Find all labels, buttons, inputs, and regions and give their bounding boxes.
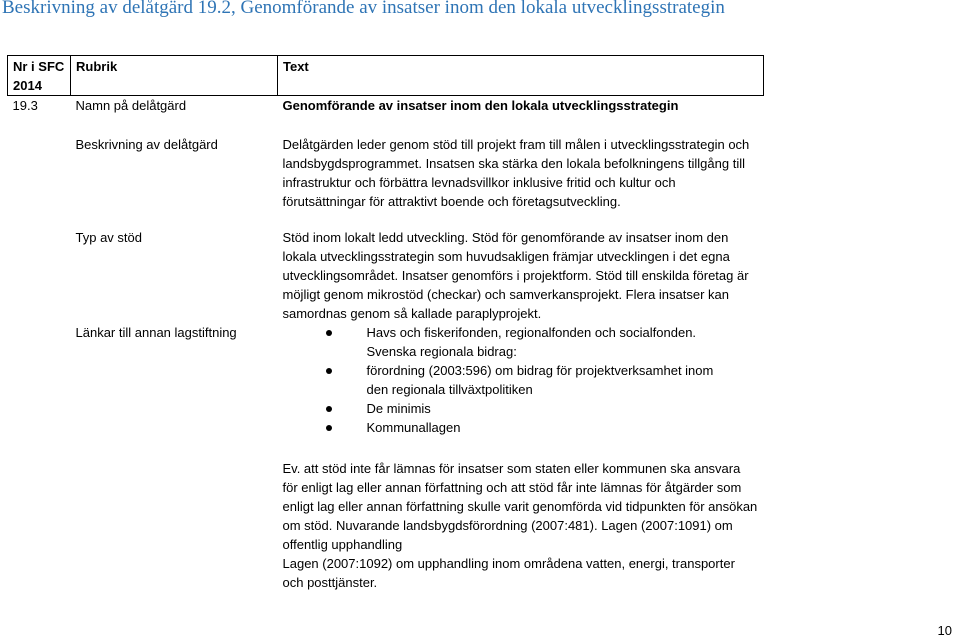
- cell-text: Genomförande av insatser inom den lokala utvecklingsstrategin: [282, 98, 679, 113]
- bullet-icon: [326, 368, 332, 374]
- list-item-label: Havs och fiskerifonden, regionalfonden och socialfonden.: [366, 325, 697, 340]
- table-row: [8, 323, 764, 592]
- cell-rubrik: Namn på delåtgärd: [75, 98, 187, 113]
- cell-nr: [8, 323, 71, 592]
- table-row: [8, 115, 764, 218]
- list-item: [283, 361, 759, 380]
- cell-rubrik: Typ av stöd: [75, 230, 142, 245]
- bullet-icon: [326, 330, 332, 336]
- cell-nr: 19.3: [12, 98, 38, 113]
- list-item-continuation: [283, 342, 759, 361]
- cell-nr: [8, 218, 71, 323]
- legislation-list: [283, 323, 759, 437]
- list-item-label: den regionala tillväxtpolitiken: [366, 382, 533, 397]
- table-row: [8, 218, 764, 323]
- header-nr: Nr i SFC 2014: [8, 56, 71, 96]
- cell-rubrik: Länkar till annan lagstiftning: [75, 325, 237, 340]
- list-item: [283, 323, 759, 342]
- cell-text: [278, 323, 764, 592]
- bullet-icon: [326, 425, 332, 431]
- sfc-table: [7, 55, 764, 592]
- list-item: [283, 418, 759, 437]
- list-item-label: Kommunallagen: [366, 420, 461, 435]
- bullet-icon: [326, 406, 332, 412]
- list-item-continuation: [283, 380, 759, 399]
- header-text: Text: [278, 56, 764, 96]
- page-heading: Beskrivning av delåtgärd 19.2, Genomförande av insatser inom den lokala utvecklingsstrategin: [2, 0, 725, 18]
- legislation-note: [283, 459, 759, 592]
- page-number: 10: [937, 623, 952, 638]
- header-rubrik: Rubrik: [71, 56, 278, 96]
- cell-rubrik: Beskrivning av delåtgärd: [75, 137, 218, 152]
- cell-text: Stöd inom lokalt ledd utveckling. Stöd för genomförande av insatser inom den lokala utvecklingsstrategin som huvudsakligen främjar utvecklingen i det egna utvecklingsområdet. Insatser genomförs i projektform. Stöd till enskilda företag är möjligt genom mikrostöd (checkar) och samverkansprojekt. Flera insatser kan samordnas genom så kallade paraplyprojekt.: [282, 230, 749, 321]
- cell-text: Delåtgärden leder genom stöd till projekt fram till målen i utvecklingsstrategin och landsbygdsprogrammet. Insatsen ska stärka den lokala befolkningens tillgång till infrastruktur och förbättra levnadsvillkor inklusive fritid och kultur och förutsättningar för attraktivt boende och företagsutveckling.: [282, 137, 750, 209]
- list-item-label: Svenska regionala bidrag:: [366, 344, 517, 359]
- table-row: [8, 96, 764, 116]
- list-item: [283, 399, 759, 418]
- cell-nr: [8, 115, 71, 218]
- note-text: Lagen (2007:1092) om upphandling inom områdena vatten, energi, transporter och posttjänster.: [282, 556, 735, 590]
- list-item-label: förordning (2003:596) om bidrag för projektverksamhet inom: [366, 363, 714, 378]
- table-header-row: [8, 56, 764, 96]
- note-text: Ev. att stöd inte får lämnas för insatser som staten eller kommunen ska ansvara för enligt lag eller annan författning och att stöd får inte lämnas för åtgärder som enligt lag eller annan författning skulle varit genomförda vid tidpunkten för ansökan om stöd. Nuvarande landsbygdsförordning (2007:481). Lagen (2007:1091) om offentlig upphandling: [282, 461, 758, 552]
- list-item-label: De minimis: [366, 401, 431, 416]
